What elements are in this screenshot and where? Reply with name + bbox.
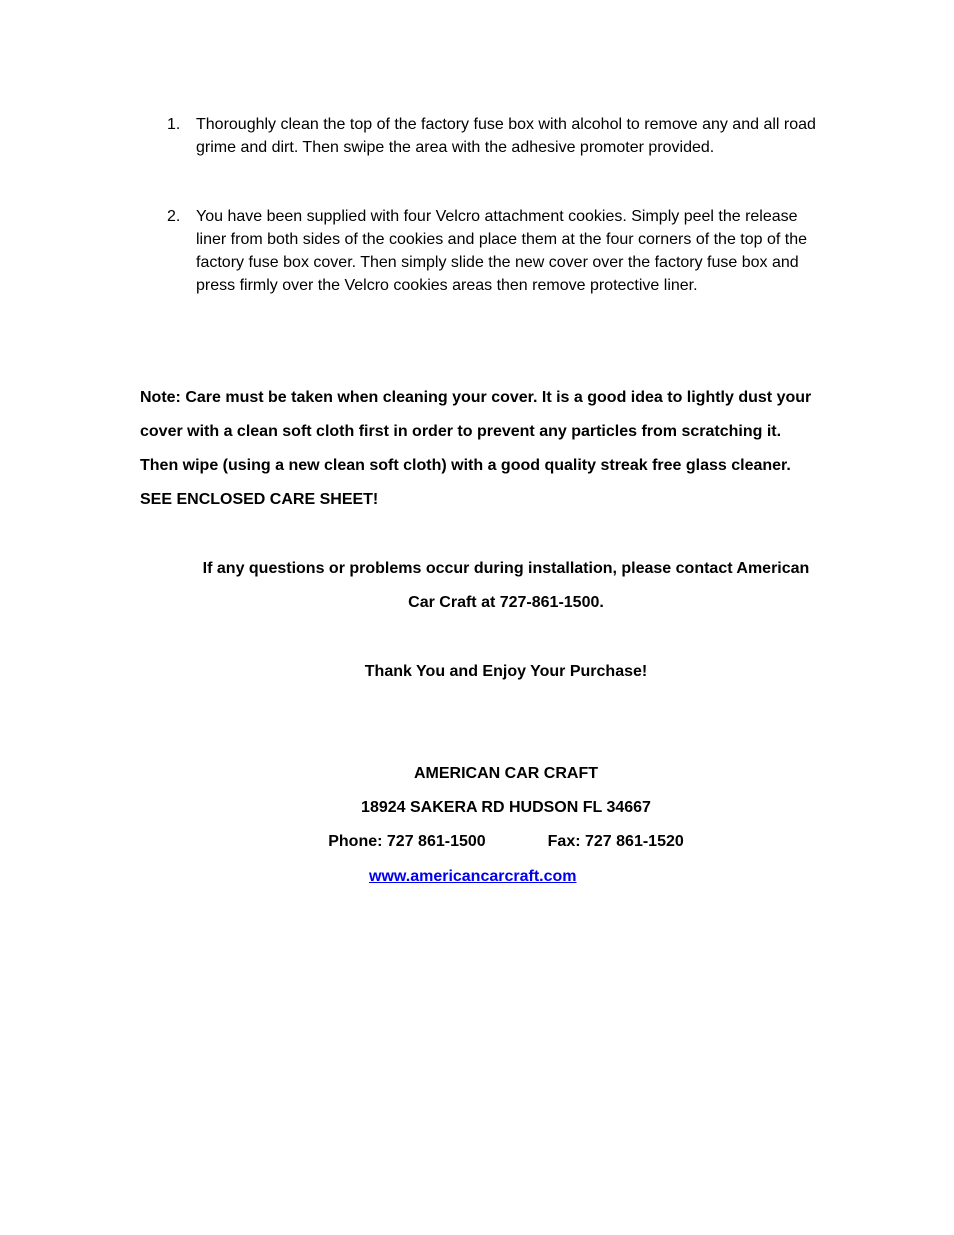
company-info <box>196 757 816 859</box>
instruction-step <box>140 205 816 297</box>
step-text: Thoroughly clean the top of the factory fuse box with alcohol to remove any and all road grime and dirt. Then swipe the area with the adhesive promoter provided. <box>196 116 816 156</box>
care-note: Note: Care must be taken when cleaning your cover. It is a good idea to lightly dust your cover with a clean soft cloth first in order to prevent any particles from scratching it. Then wipe (using a new clean soft cloth) with a good quality streak free glass cleaner. SEE ENCLOSED CARE SHEET! <box>140 389 812 508</box>
step-number: 1. <box>167 116 181 133</box>
company-phone-fax <box>196 825 816 859</box>
contact-message: If any questions or problems occur during installation, please contact American Car Craft at 727-861-1500. <box>202 560 810 611</box>
instruction-step <box>140 113 816 159</box>
website-line <box>369 860 577 894</box>
company-name: AMERICAN CAR CRAFT <box>414 765 598 782</box>
company-phone: Phone: 727 861-1500 <box>328 833 486 850</box>
company-address: 18924 SAKERA RD HUDSON FL 34667 <box>361 799 651 816</box>
step-text: You have been supplied with four Velcro attachment cookies. Simply peel the release liner from both sides of the cookies and place them at the four corners of the top of the factory fuse box cover. Then simply slide the new cover over the factory fuse box and press firmly over the Velcro cookies areas then remove protective liner. <box>196 208 808 294</box>
thank-you-message: Thank You and Enjoy Your Purchase! <box>364 663 648 680</box>
instruction-steps <box>140 113 816 297</box>
website-link[interactable]: www.americancarcraft.com <box>369 868 577 885</box>
company-fax: Fax: 727 861-1520 <box>547 833 684 850</box>
step-number: 2. <box>167 208 181 225</box>
